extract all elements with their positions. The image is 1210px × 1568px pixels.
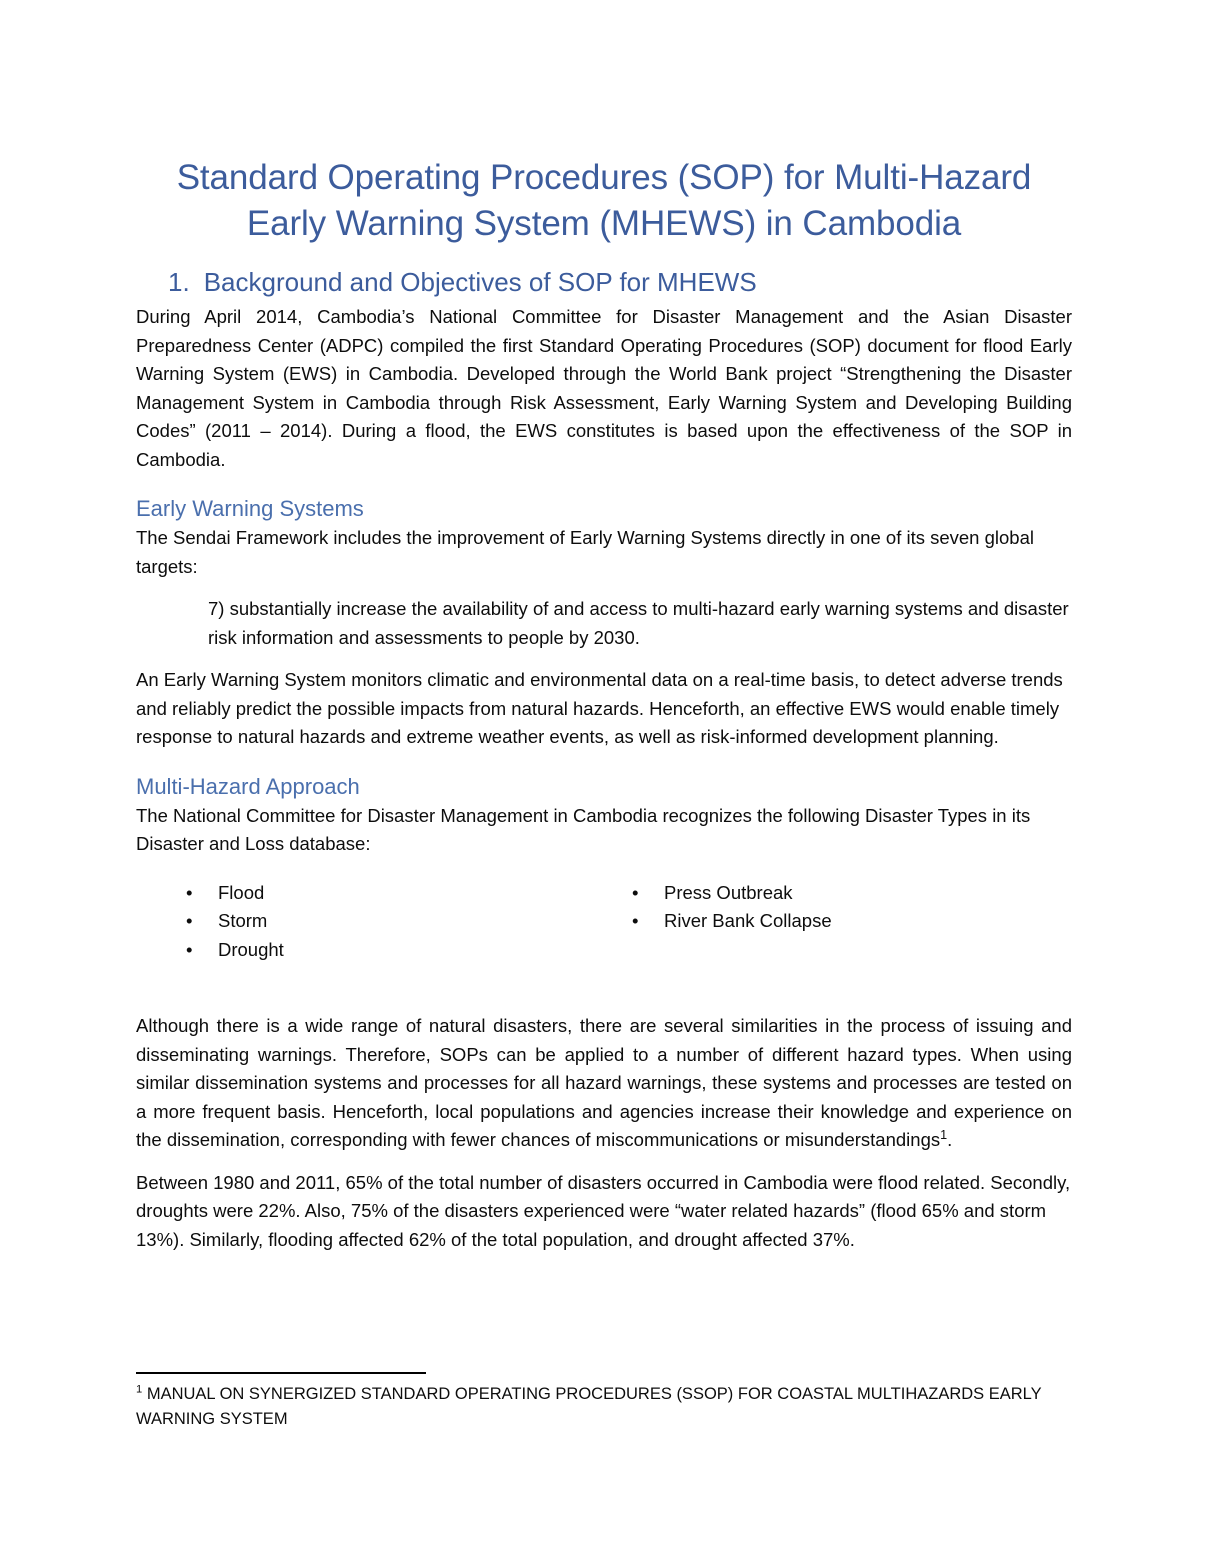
spacer [136,964,1072,1012]
paragraph-ncdm-disaster-types: The National Committee for Disaster Management in Cambodia recognizes the following Disaster Types in its Disaster and Loss database: [136,804,1031,854]
list-item [186,936,604,965]
disaster-types-list-1 [186,879,604,965]
bullet-icon: • [186,938,193,960]
paragraph-sendai-framework: The Sendai Framework includes the improvement of Early Warning Systems directly in one of its seven global targets: [136,527,1034,577]
footnote-separator-rule [136,1372,426,1374]
section-heading-label: Background and Objectives of SOP for MHEWS [203,267,757,297]
list-item [632,879,1072,908]
footnote-marker: 1 [136,1383,143,1396]
footnote-text: MANUAL ON SYNERGIZED STANDARD OPERATING PROCEDURES (SSOP) FOR COASTAL MULTIHAZARDS EARLY WARNING SYSTEM [136,1385,1042,1428]
document-content [136,155,1072,1268]
disaster-types-list-2 [632,879,1072,936]
list-item-label: Storm [218,910,268,931]
paragraph-similarities [136,1012,1072,1155]
page-title-line-2: Early Warning System (MHEWS) in Cambodia [246,204,962,243]
list-item-label: Flood [218,881,265,903]
list-item [186,907,604,936]
paragraph-similarities-tail: . [947,1129,953,1150]
disaster-types-bullet-columns [136,879,1072,965]
bullet-icon: • [632,910,639,931]
bullet-icon: • [632,881,639,903]
page-title [136,155,1072,247]
subheading-multi-hazard-approach: Multi-Hazard Approach [136,773,360,799]
list-item-label: River Bank Collapse [664,910,832,931]
bullet-icon: • [186,910,193,931]
list-item [632,907,1072,936]
section-number: 1. [168,267,190,297]
list-item-label: Drought [218,938,284,960]
disaster-types-column-1 [136,879,604,965]
footnote-area [136,1372,1072,1432]
bullet-icon: • [186,881,193,903]
paragraph-similarities-text: Although there is a wide range of natural disasters, there are several similarities in the process of issuing and disseminating warnings. Therefore, SOPs can be applied to a number of different hazard types. When using similar dissemination systems and processes for all hazard warnings, these systems and processes are tested on a more frequent basis. Henceforth, local populations and agencies increase their knowledge and experience on the dissemination, corresponding with fewer chances of miscommunications or misunderstandings [136,1015,1072,1150]
subheading-early-warning-systems: Early Warning Systems [136,496,364,521]
blockquote-global-target-7: 7) substantially increase the availability of and access to multi-hazard early warning systems and disaster risk information and assessments to people by 2030. [208,598,1069,648]
section-heading-background-objectives [136,265,1072,299]
list-item-label: Press Outbreak [664,881,793,903]
list-item [186,879,604,908]
footnote-entry [136,1382,1072,1432]
paragraph-disaster-statistics: Between 1980 and 2011, 65% of the total number of disasters occurred in Cambodia were flood related. Secondly, droughts were 22%. Also, 75% of the disasters experienced were “water related hazards” (flood 65% and storm 13%). Similarly, flooding affected 62% of the total population, and drought affected 37%. [136,1171,1071,1250]
footnote-reference-marker[interactable]: 1 [940,1127,948,1142]
page-title-line-1: Standard Operating Procedures (SOP) for Multi-Hazard [176,158,1032,197]
paragraph-ews-monitors: An Early Warning System monitors climatic and environmental data on a real-time basis, to detect adverse trends and reliably predict the possible impacts from natural hazards. Henceforth, an effective EWS would enable timely response to natural hazards and extreme weather events, as well as risk-informed development planning. [136,669,1063,747]
paragraph-section-intro: During April 2014, Cambodia’s National Committee for Disaster Management and the Asian Disaster Preparedness Center (ADPC) compiled the first Standard Operating Procedures (SOP) document for flood Early Warning System (EWS) in Cambodia. Developed through the World Bank project “Strengthening the Disaster Management System in Cambodia through Risk Assessment, Early Warning System and Developing Building Codes” (2011 – 2014). During a flood, the EWS constitutes is based upon the effectiveness of the SOP in Cambodia. [136,306,1072,470]
disaster-types-column-2 [604,879,1072,965]
